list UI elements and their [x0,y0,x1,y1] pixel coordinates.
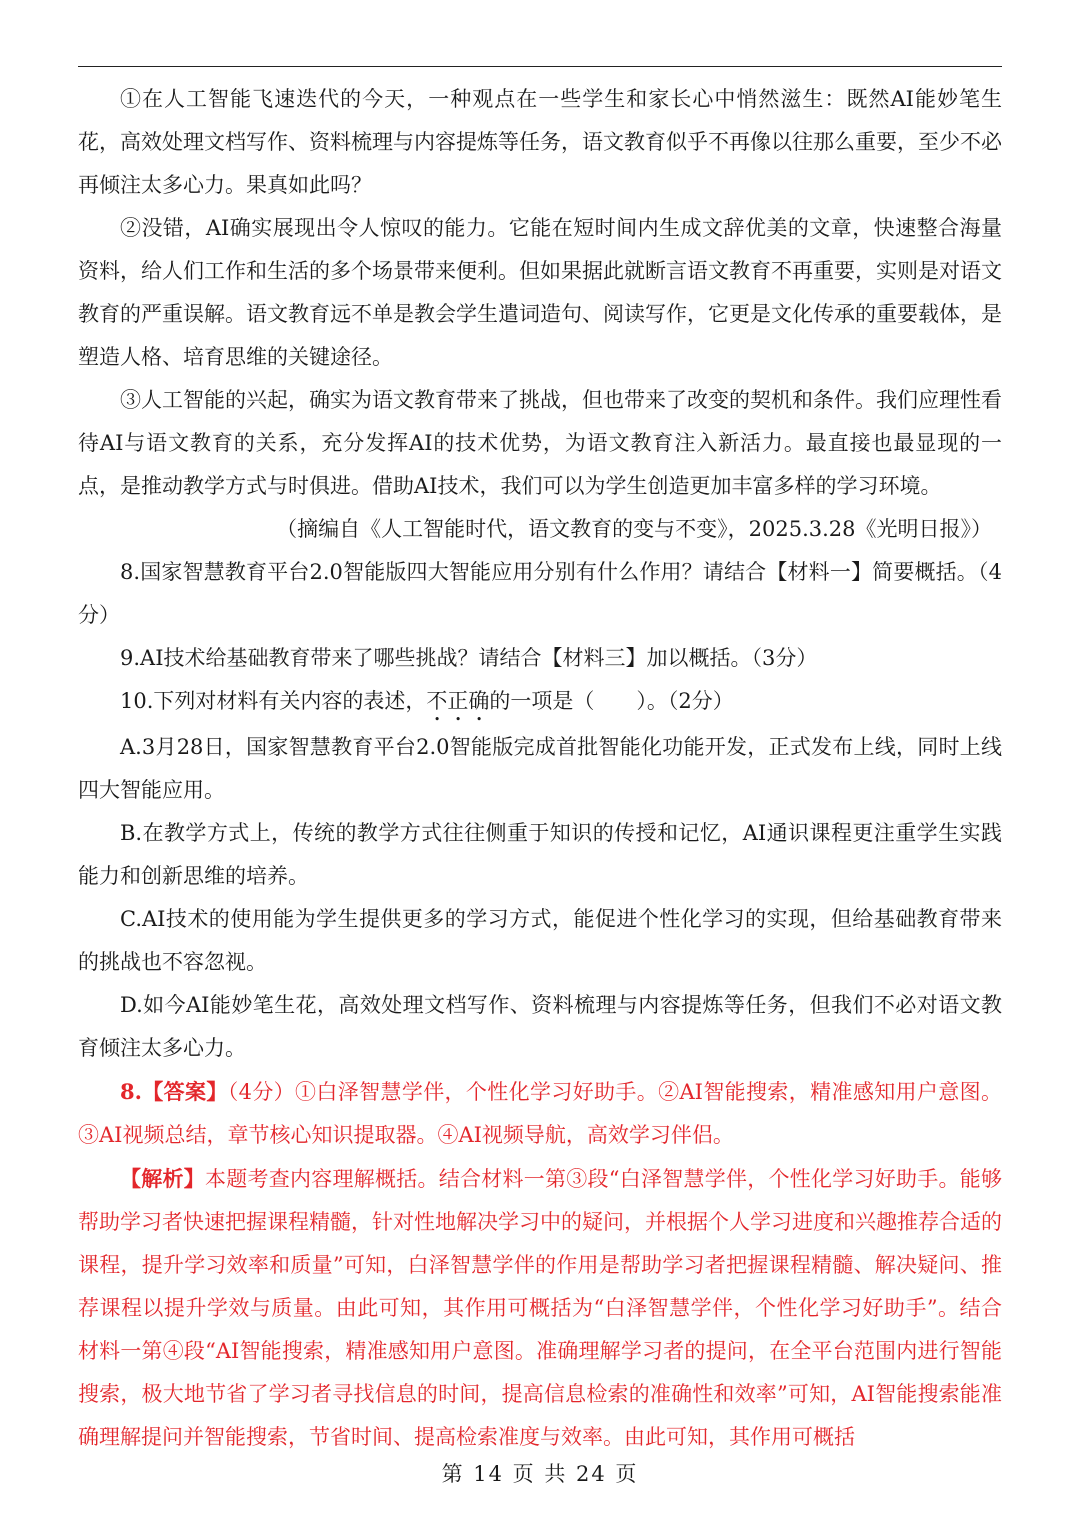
analysis-8 [78,1157,1002,1459]
source-citation: （摘编自《人工智能时代，语文教育的变与不变》，2025.3.28《光明日报》） [276,517,992,541]
question-10-suffix: 的一项是（ ）。（2分） [489,689,734,713]
question-10-prefix: 10.下列对材料有关内容的表述， [120,689,427,713]
question-9: 9.AI技术给基础教育带来了哪些挑战？请结合【材料三】加以概括。（3分） [120,646,818,670]
option-b: B.在教学方式上，传统的教学方式往往侧重于知识的传授和记忆，AI通识课程更注重学生实践能力和创新思维的培养。 [78,821,1002,888]
question-10 [78,680,1002,726]
material-paragraph-2: ②没错，AI确实展现出令人惊叹的能力。它能在短时间内生成文辞优美的文章，快速整合海量资料，给人们工作和生活的多个场景带来便利。但如果据此就断言语文教育不再重要，实则是对语文教育的严重误解。语文教育远不单是教会学生遣词造句、阅读写作，它更是文化传承的重要载体，是塑造人格、培育思维的关键途径。 [78,216,1002,369]
answer-8 [78,1070,1002,1157]
option-a: A.3月28日，国家智慧教育平台2.0智能版完成首批智能化功能开发，正式发布上线，同时上线四大智能应用。 [78,735,1002,802]
option-d: D.如今AI能妙笔生花，高效处理文档写作、资料梳理与内容提炼等任务，但我们不必对语文教育倾注太多心力。 [78,993,1002,1060]
header-rule [78,66,1002,67]
page-content [78,78,1002,1459]
question-8: 8.国家智慧教育平台2.0智能版四大智能应用分别有什么作用？请结合【材料一】简要概括。（4分） [78,560,1002,627]
question-10-emphasis: 不正确 [426,689,490,713]
page-footer: 第 14 页 共 24 页 [441,1462,639,1486]
material-paragraph-1: ①在人工智能飞速迭代的今天，一种观点在一些学生和家长心中悄然滋生：既然AI能妙笔生花，高效处理文档写作、资料梳理与内容提炼等任务，语文教育似乎不再像以往那么重要，至少不必再倾注太多心力。果真如此吗？ [78,87,1002,197]
analysis-text: 本题考查内容理解概括。结合材料一第③段“白泽智慧学伴，个性化学习好助手。能够帮助学习者快速把握课程精髓，针对性地解决学习中的疑问，并根据个人学习进度和兴趣推荐合适的课程，提升学习效率和质量”可知，白泽智慧学伴的作用是帮助学习者把握课程精髓、解决疑问、推荐课程以提升学效与质量。由此可知，其作用可概括为“白泽智慧学伴，个性化学习好助手”。结合材料一第④段“AI智能搜索，精准感知用户意图。准确理解学习者的提问，在全平台范围内进行智能搜索，极大地节省了学习者寻找信息的时间，提高信息检索的准确性和效率”可知，AI智能搜索能准确理解提问并智能搜索，节省时间、提高检索准度与效率。由此可知，其作用可概括 [78,1167,1003,1449]
answer-label: 8.【答案】 [120,1079,228,1104]
answer-text: （4分）①白泽智慧学伴，个性化学习好助手。②AI智能搜索，精准感知用户意图。③AI视频总结，章节核心知识提取器。④AI视频导航，高效学习伴侣。 [78,1080,1002,1147]
material-paragraph-3: ③人工智能的兴起，确实为语文教育带来了挑战，但也带来了改变的契机和条件。我们应理性看待AI与语文教育的关系，充分发挥AI的技术优势，为语文教育注入新活力。最直接也最显现的一点，是推动教学方式与时俱进。借助AI技术，我们可以为学生创造更加丰富多样的学习环境。 [78,388,1002,498]
option-c: C.AI技术的使用能为学生提供更多的学习方式，能促进个性化学习的实现，但给基础教育带来的挑战也不容忽视。 [78,907,1002,974]
analysis-label: 【解析】 [120,1166,206,1191]
